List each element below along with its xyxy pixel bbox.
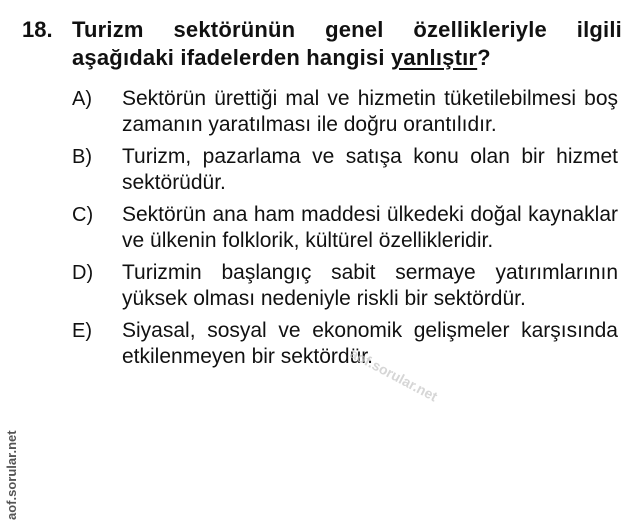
option-letter: A) [72,88,92,110]
option-text: Turizmin başlangıç sabit sermaye yatırımlarının yüksek olması nedeniyle riskli bir sektördür. [122,261,618,310]
question-text-end: ? [477,45,491,70]
question-block [22,16,622,376]
question-header [22,16,622,72]
option-text: Turizm, pazarlama ve satışa konu olan bir hizmet sektörüdür. [122,145,618,194]
question-text-emphasis: yanlıştır [391,45,478,70]
question-text [72,16,622,72]
option-letter: E) [72,320,92,342]
options-list [22,86,622,370]
option-letter: C) [72,204,94,226]
option-text: Sektörün ürettiği mal ve hizmetin tüketilebilmesi boş zamanın yaratılması ile doğru orantılıdır. [122,87,618,136]
question-number: 18. [22,17,53,42]
option-text: Siyasal, sosyal ve ekonomik gelişmeler karşısında etkilenmeyen bir sektördür. [122,319,618,368]
option-e[interactable] [22,318,622,370]
option-d[interactable] [22,260,622,312]
option-text: Sektörün ana ham maddesi ülkedeki doğal kaynaklar ve ülkenin folklorik, kültürel özellikleridir. [122,203,618,252]
option-b[interactable] [22,144,622,196]
option-letter: D) [72,262,94,284]
watermark-center: aof.sorular.net [347,345,441,405]
option-letter: B) [72,146,92,168]
option-c[interactable] [22,202,622,254]
option-a[interactable] [22,86,622,138]
question-text-main: Turizm sektörünün genel özellikleriyle ilgili aşağıdaki ifadelerden hangisi [72,17,622,70]
watermark-side: aof.sorular.net [4,430,19,520]
